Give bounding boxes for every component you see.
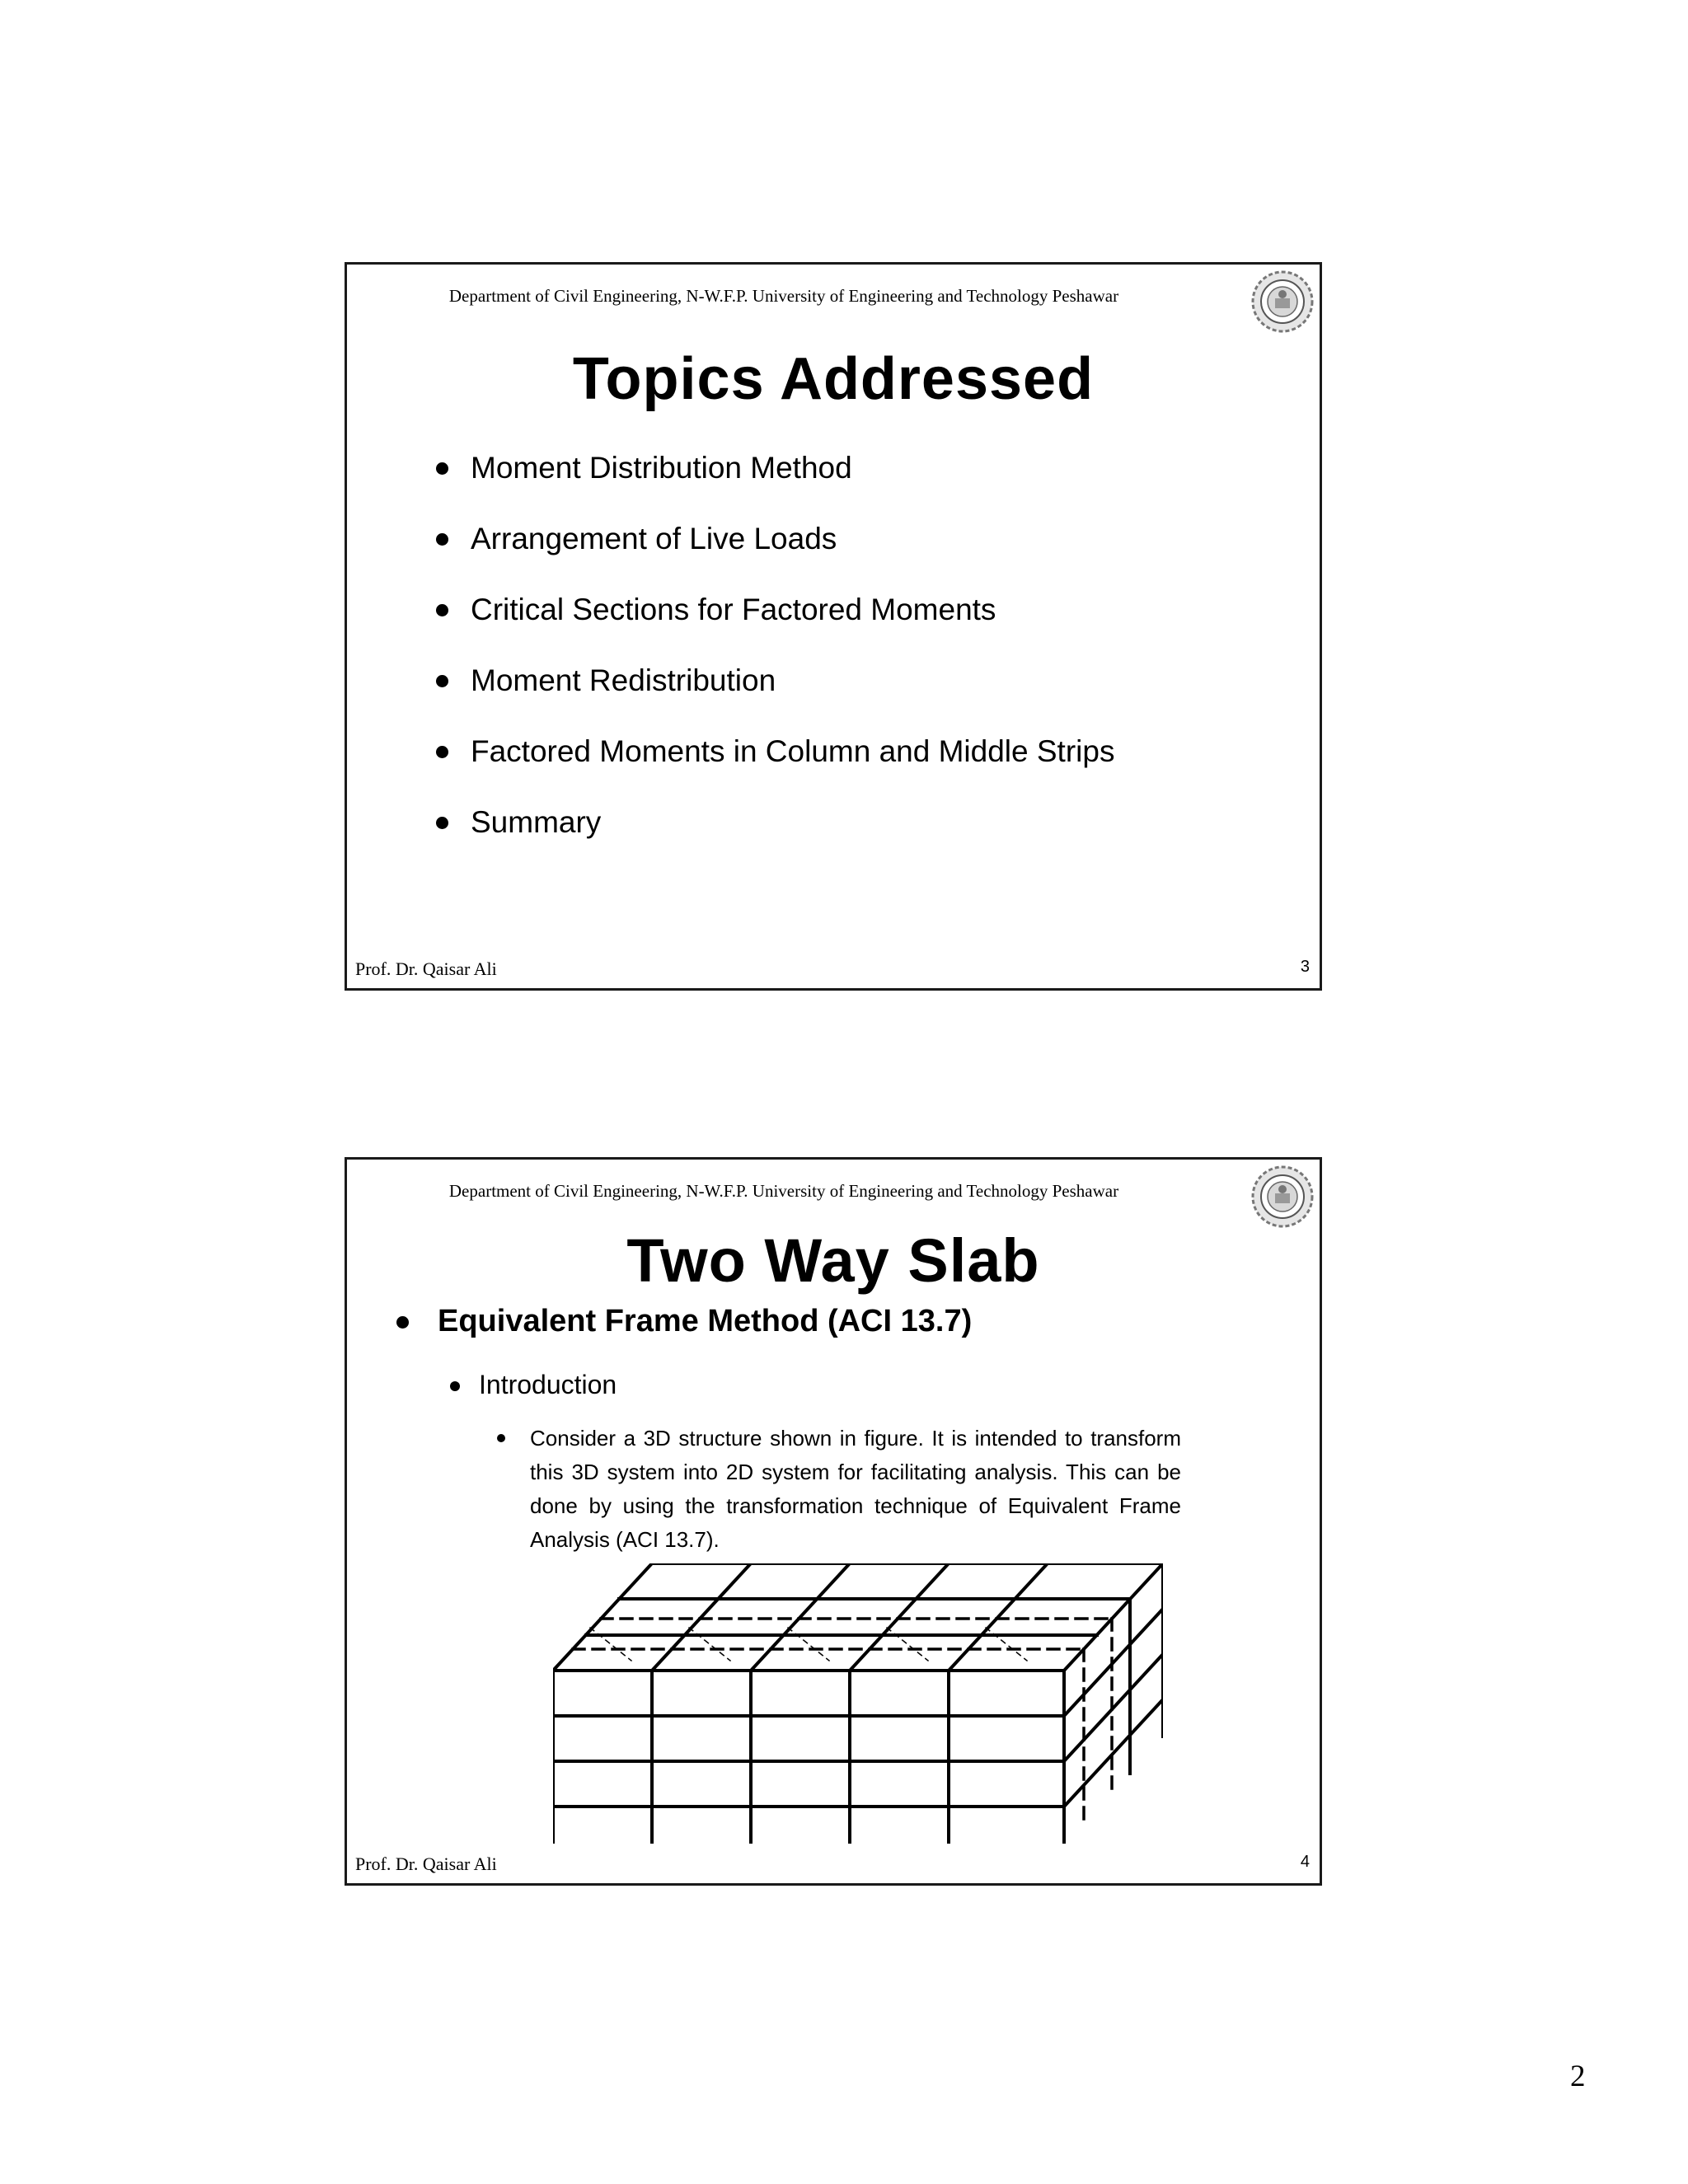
slide-two-way-slab — [345, 1157, 1322, 1886]
slide-topics-addressed — [345, 262, 1322, 991]
list-item — [429, 450, 1114, 521]
list-item — [429, 521, 1114, 592]
bullet-icon — [497, 1434, 505, 1442]
slide-number: 4 — [1300, 1853, 1310, 1871]
topic-label: Summary — [471, 805, 602, 839]
university-seal-icon — [1250, 1164, 1315, 1230]
bullet-level-1 — [396, 1304, 972, 1339]
bullet-text: Introduction — [479, 1370, 617, 1399]
3d-frame-structure-figure — [553, 1563, 1163, 1844]
slide-author: Prof. Dr. Qaisar Ali — [355, 958, 497, 979]
topic-label: Moment Redistribution — [471, 663, 776, 697]
topics-list — [429, 450, 1114, 875]
bullet-text: Equivalent Frame Method (ACI 13.7) — [438, 1304, 973, 1338]
list-item — [429, 733, 1114, 804]
slide-author: Prof. Dr. Qaisar Ali — [355, 1854, 497, 1874]
slide-title: Topics Addressed — [572, 346, 1095, 412]
list-item — [429, 592, 1114, 663]
bullet-icon — [436, 817, 448, 829]
bullet-icon — [436, 462, 448, 475]
topic-label: Critical Sections for Factored Moments — [471, 593, 996, 626]
bullet-icon — [450, 1381, 460, 1391]
bullet-level-2 — [450, 1370, 617, 1400]
topic-label: Moment Distribution Method — [471, 451, 852, 485]
bullet-icon — [396, 1316, 409, 1329]
topic-label: Arrangement of Live Loads — [471, 522, 837, 555]
bullet-level-3 — [497, 1422, 1181, 1557]
topic-label: Factored Moments in Column and Middle Strips — [471, 734, 1115, 768]
university-seal-icon — [1250, 269, 1315, 335]
bullet-icon — [436, 604, 448, 616]
bullet-icon — [436, 533, 448, 546]
slide-number: 3 — [1300, 958, 1310, 976]
bullet-text: Consider a 3D structure shown in figure. It is intended to transform this 3D system into 2D system for facilitating analysis. This can be done by using the transformation technique of Equivalent Frame Analysis (ACI 13.7). — [530, 1426, 1181, 1552]
slide-title: Two Way Slab — [626, 1226, 1040, 1295]
department-header: Department of Civil Engineering, N-W.F.P. University of Engineering and Technology Peshawar — [448, 286, 1119, 306]
bullet-icon — [436, 675, 448, 687]
bullet-icon — [436, 746, 448, 758]
department-header: Department of Civil Engineering, N-W.F.P. University of Engineering and Technology Peshawar — [448, 1181, 1119, 1201]
list-item — [429, 804, 1114, 875]
page-number: 2 — [1570, 2060, 1586, 2093]
list-item — [429, 663, 1114, 733]
